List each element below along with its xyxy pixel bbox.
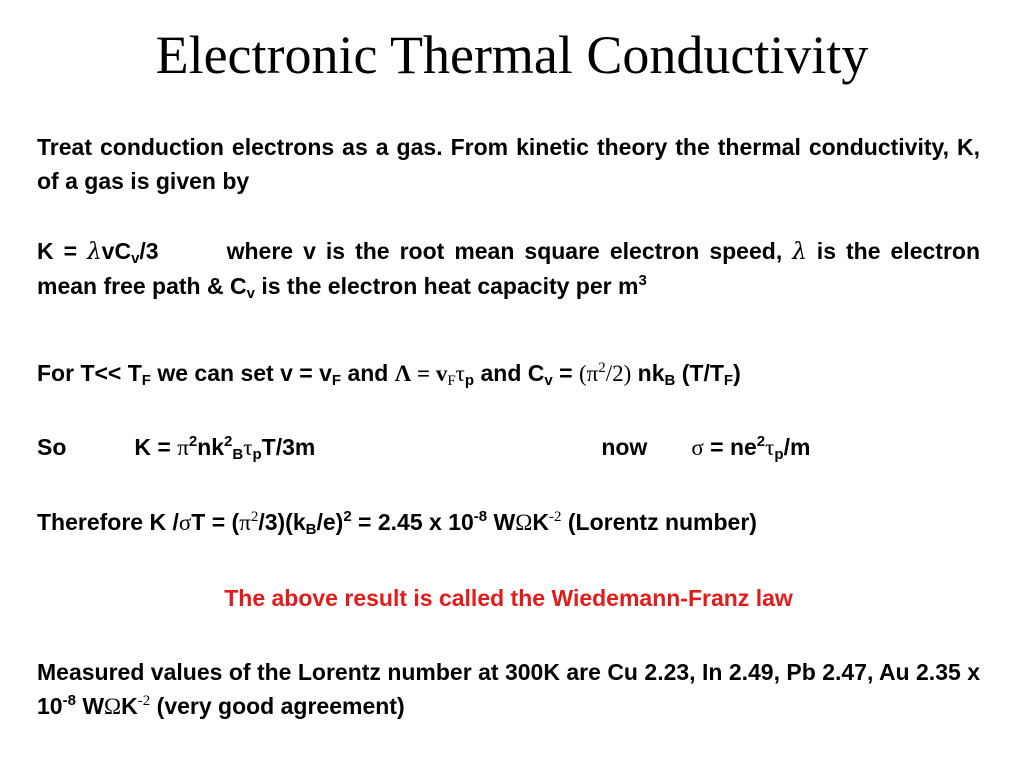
subscript: B [305,521,317,538]
lorentz-number-line [37,505,980,540]
where-text: where v is the root mean square electron speed, [226,238,793,264]
subscript: B [664,372,676,389]
vc-text: vC [101,238,132,264]
text-fragment: For T<< T [37,360,142,386]
text-fragment: (T/T [675,360,724,386]
text-fragment: = [552,360,579,386]
subscript: F [447,373,456,389]
so-label: So [37,434,67,460]
superscript: -8 [62,692,76,709]
subscript: F [331,372,342,389]
text-fragment: /3)(k [258,509,306,535]
subscript: p [252,446,262,463]
intro-paragraph: Treat conduction electrons as a gas. From kinetic theory the thermal conductivity, K, of a gas is given by [37,134,980,194]
omega-symbol: Ω [515,510,533,535]
superscript: -8 [473,508,488,525]
superscript: -2 [548,509,562,525]
cv-subscript: v [131,250,140,267]
superscript: -2 [137,693,151,709]
lambda-symbol: λ [87,239,102,265]
superscript: 2 [250,509,259,525]
heat-capacity-text: is the electron heat capacity per m [254,273,639,299]
superscript: 2 [598,360,606,376]
text-fragment: Therefore K / [37,509,179,535]
pi-symbol: π [177,435,189,460]
text-fragment: and [341,360,395,386]
wiedemann-franz-highlight: The above result is called the Wiedemann-Franz law [224,585,793,611]
text-fragment: we can set v = v [150,360,332,386]
text-fragment: nk [631,360,665,386]
text-fragment: = ne [703,434,757,460]
superscript: 2 [343,508,352,525]
sigma-symbol: σ [691,435,704,460]
so-k-equation-line [37,430,980,465]
pi-symbol: π [239,510,251,535]
sigma-symbol: σ [178,510,192,535]
text-fragment: /m [783,434,811,460]
subscript: v [544,372,553,389]
m-cubed: 3 [638,272,647,289]
lambda-symbol-2: λ [792,239,807,265]
text-fragment: and C [474,360,545,386]
now-label: now [601,434,648,460]
text-fragment: nk [197,434,225,460]
subscript: B [232,446,244,463]
text-fragment: K [532,509,549,535]
thermal-conductivity-formula [37,234,980,303]
text-fragment: Measured values of the Lorentz number at 300K are Cu 2.23, In 2.49, Pb 2.47, Au 2.35 x 10 [37,659,980,719]
mean-free-path-text: is the electron mean free path & C [37,238,980,299]
text-fragment: T = ( [191,509,240,535]
pi-fraction: (π [578,361,599,386]
subscript: p [464,372,475,389]
subscript: F [723,372,734,389]
superscript: 2 [756,433,766,450]
text-fragment: W [487,509,516,535]
cv-subscript-2: v [246,285,255,302]
text-fragment: = 2.45 x 10 [351,509,474,535]
text-fragment: K = [134,434,178,460]
subscript: F [141,372,151,389]
omega-symbol: Ω [104,694,122,719]
superscript: 2 [188,433,198,450]
text-fragment: T/3m [261,434,316,460]
slide-title: Electronic Thermal Conductivity [155,25,869,85]
text-fragment: (Lorentz number) [561,509,757,535]
tau-symbol: τ [243,435,253,460]
subscript: p [774,446,784,463]
superscript: 2 [224,433,233,450]
measured-values-paragraph [37,655,980,724]
text-fragment: (very good agreement) [150,693,405,719]
tau-symbol: τ [765,435,775,460]
text-fragment: K [121,693,138,719]
div-three: /3 [139,238,159,264]
k-equals: K = [37,238,88,264]
tau-symbol: τ [455,361,465,386]
capital-lambda: Λ = v [394,361,448,386]
half-fraction: /2) [605,361,632,386]
text-fragment: ) [733,360,741,386]
fermi-substitution-line [37,356,980,391]
text-fragment: W [75,693,105,719]
text-fragment: /e) [316,509,344,535]
